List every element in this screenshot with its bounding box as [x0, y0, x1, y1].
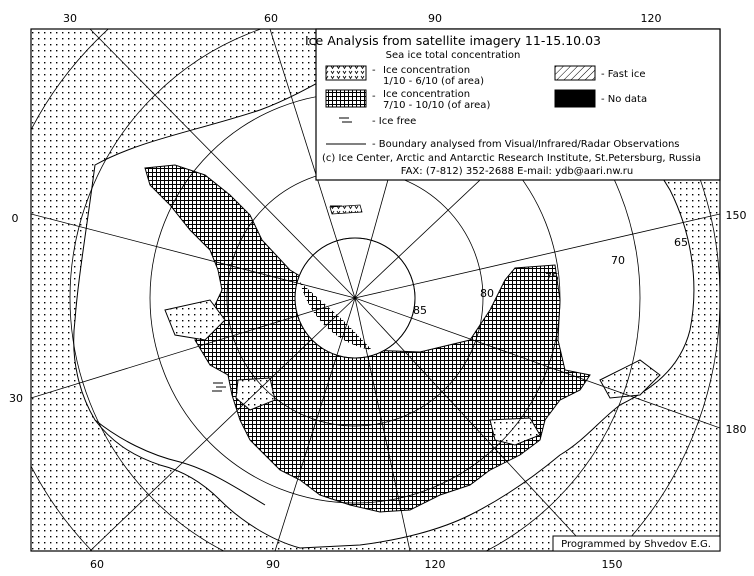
legend-swatch-no-data — [555, 90, 595, 107]
lon-label-left-0: 0 — [11, 212, 19, 225]
lon-label-bottom-120: 120 — [424, 558, 446, 571]
legend-low-line2: 1/10 - 6/10 (of area) — [383, 76, 484, 87]
lat-label-85: 85 — [413, 304, 427, 317]
legend-icefree-label: - Ice free — [372, 116, 417, 127]
legend-swatch-fast-ice — [555, 66, 595, 80]
legend-no-data-label: - No data — [601, 94, 648, 105]
footer-credit: Programmed by Shvedov E.G. — [561, 539, 711, 550]
legend-low-line1: Ice concentration — [383, 65, 471, 76]
legend-title: Ice Analysis from satellite imagery 11-15.10.03 — [304, 33, 602, 48]
legend-dash-low: - — [372, 65, 376, 76]
lon-label-top-30: 30 — [63, 12, 77, 25]
legend-credit: (c) Ice Center, Arctic and Antarctic Research Institute, St.Petersburg, Russia — [322, 153, 701, 164]
lat-label-80: 80 — [480, 287, 494, 300]
lon-label-top-120: 120 — [640, 12, 662, 25]
legend-swatch-high — [326, 90, 366, 107]
legend-contact: FAX: (7-812) 352-2688 E-mail: ydb@aari.nw.ru — [400, 166, 634, 177]
lat-label-70: 70 — [611, 254, 625, 267]
legend-subtitle: Sea ice total concentration — [385, 50, 521, 61]
footer — [553, 536, 720, 551]
lon-label-top-90: 90 — [428, 12, 442, 25]
lon-label-right-180: 180 — [725, 423, 747, 436]
legend-dash-high: - — [372, 91, 376, 102]
lon-label-bottom-90: 90 — [266, 558, 280, 571]
lon-label-top-60: 60 — [264, 12, 278, 25]
lat-label-75: 75 — [545, 271, 559, 284]
legend-boundary-label: - Boundary analysed from Visual/Infrared/Radar Observations — [372, 139, 680, 150]
lon-label-left-30: 30 — [9, 392, 23, 405]
lon-label-right-150: 150 — [725, 209, 747, 222]
legend — [305, 29, 720, 180]
legend-high-line1: Ice concentration — [383, 89, 471, 100]
lon-label-bottom-60: 60 — [90, 558, 104, 571]
legend-fast-ice-label: - Fast ice — [601, 69, 646, 80]
legend-swatch-low — [326, 66, 366, 80]
lat-label-65: 65 — [674, 236, 688, 249]
legend-high-line2: 7/10 - 10/10 (of area) — [383, 100, 491, 111]
lon-label-bottom-150: 150 — [601, 558, 623, 571]
